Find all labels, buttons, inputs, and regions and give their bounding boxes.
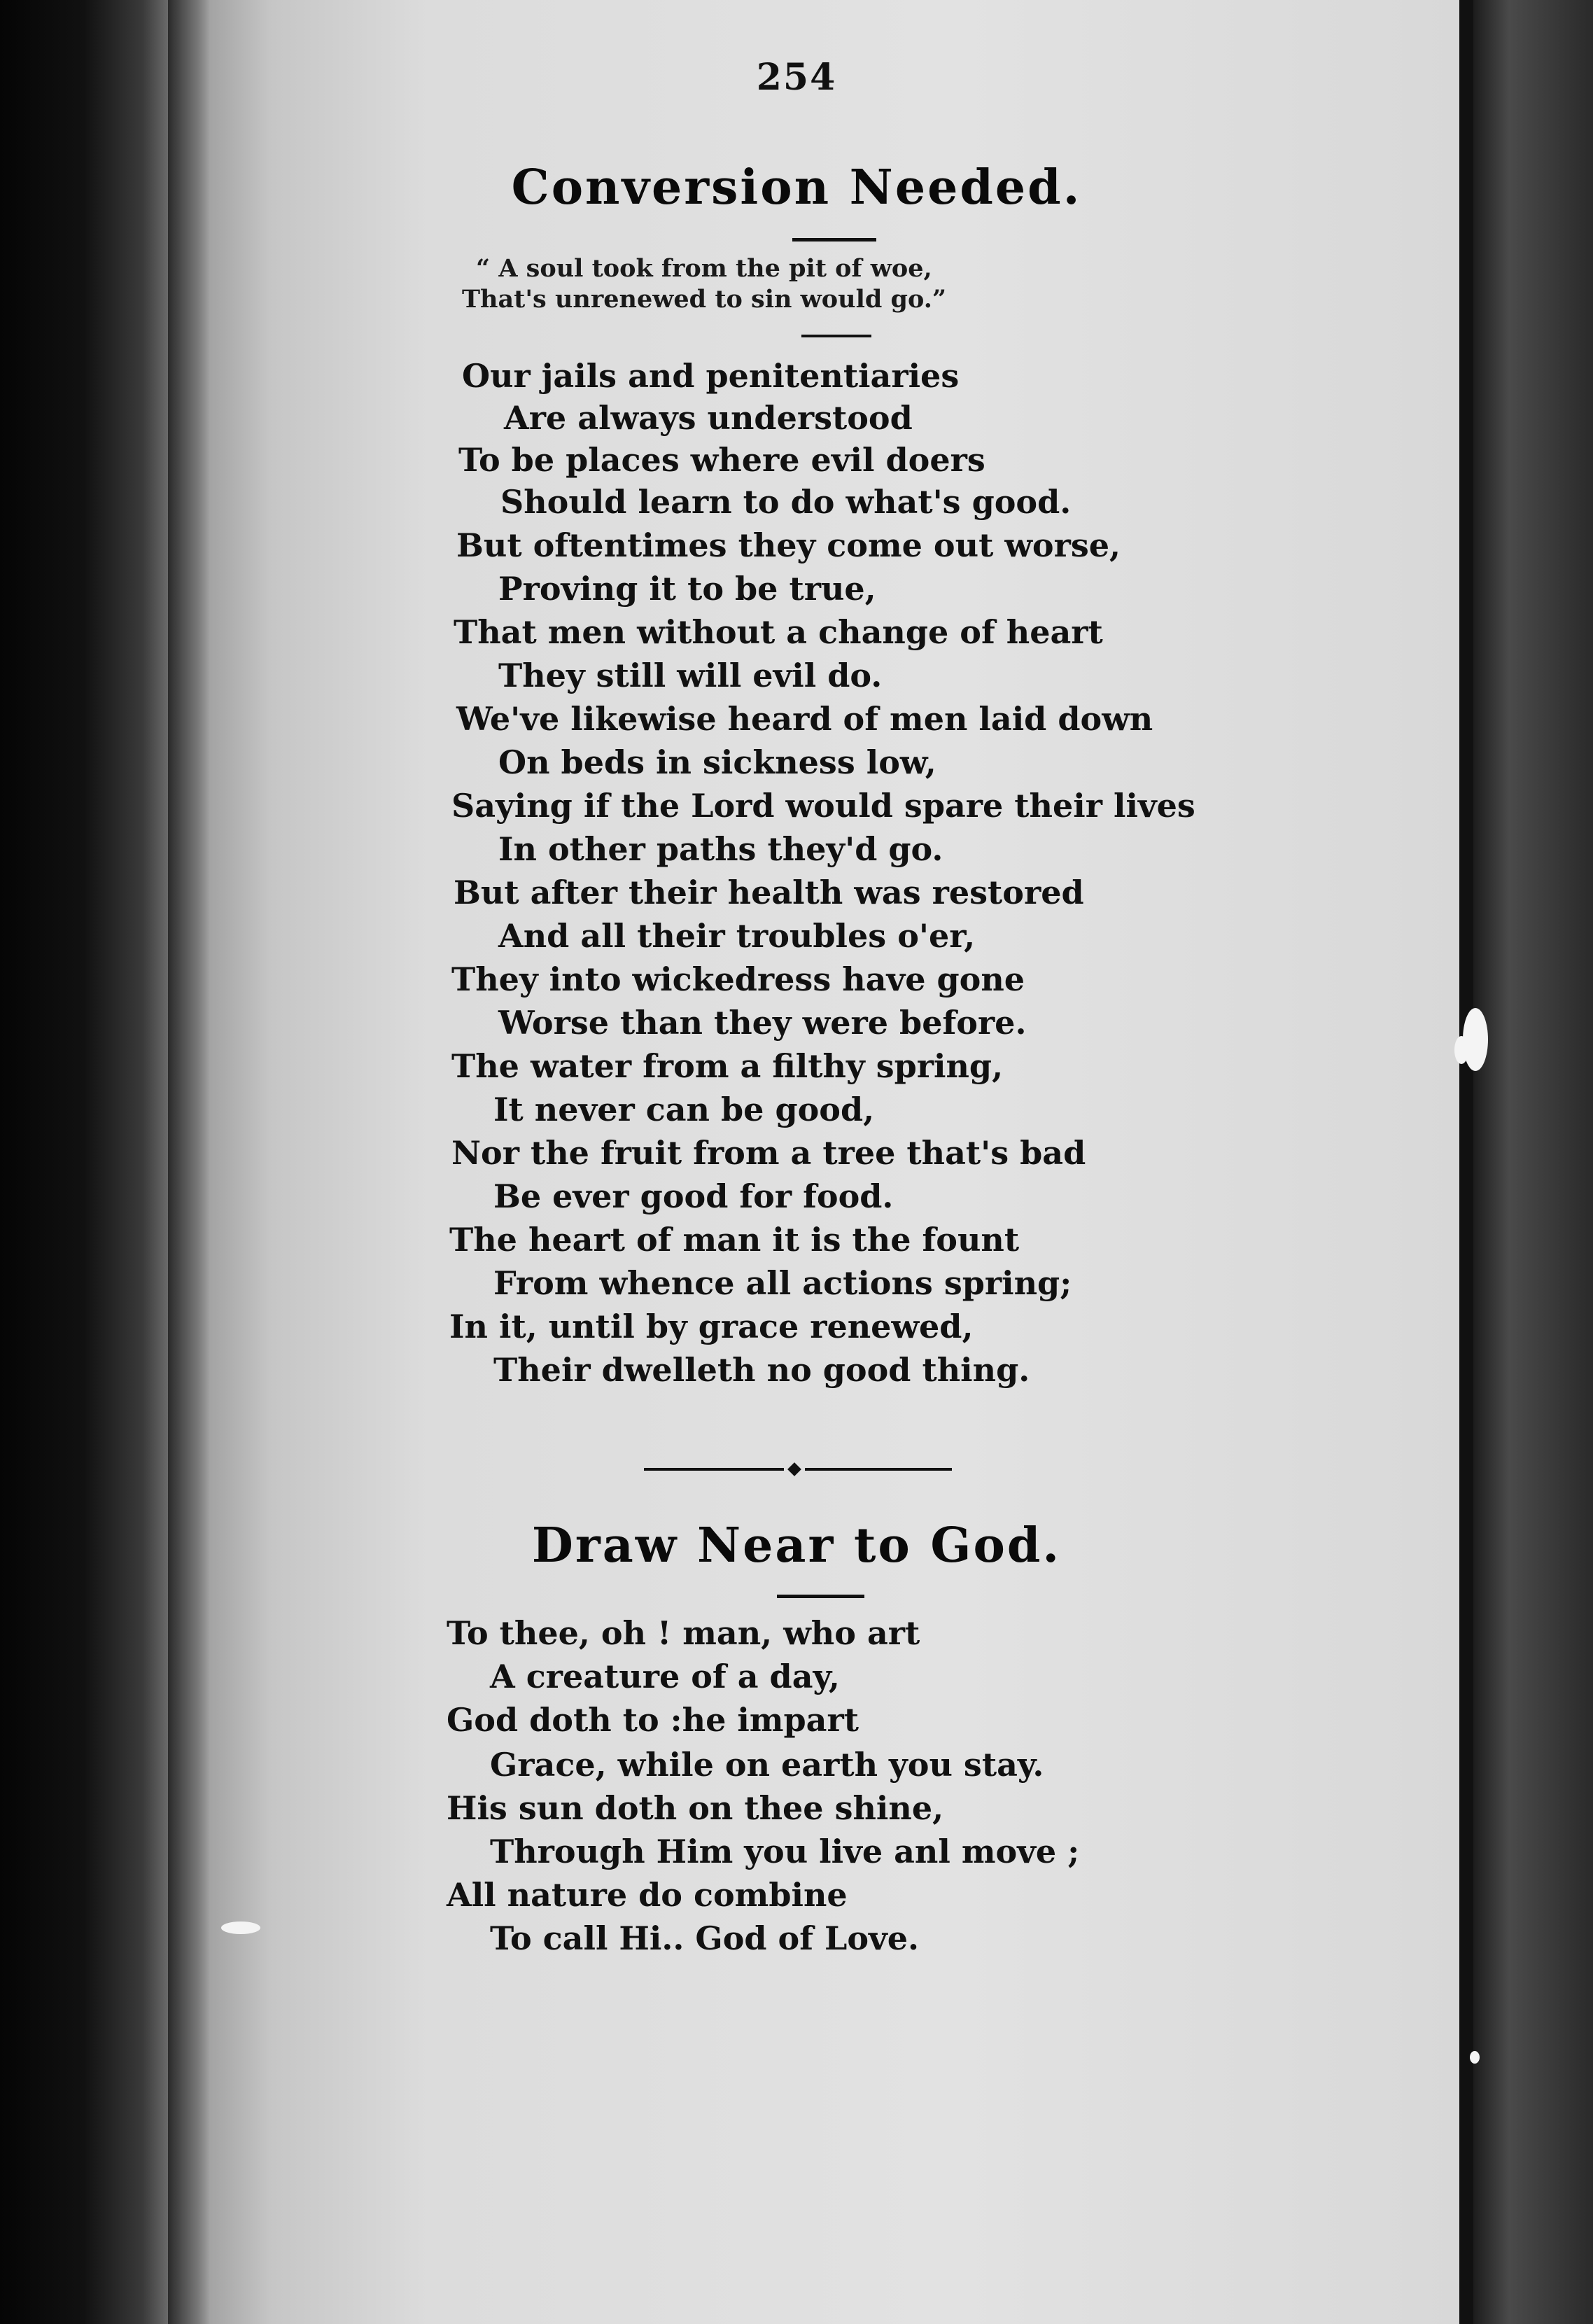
ornamental-divider <box>644 1464 952 1474</box>
poem-line: Grace, while on earth you stay. <box>490 1746 1044 1784</box>
page-number: 254 <box>756 56 837 99</box>
poem-line: That men without a change of heart <box>454 613 1103 651</box>
poem-line: They still will evil do. <box>498 657 883 694</box>
poem1-title: Conversion Needed. <box>511 160 1082 216</box>
poem-line: Worse than they were before. <box>498 1004 1027 1042</box>
poem-line: Our jails and penitentiaries <box>462 357 960 395</box>
poem1-epigraph <box>462 253 1092 315</box>
binding-gutter <box>168 0 210 2324</box>
poem-line: To call Hi.. God of Love. <box>490 1919 920 1957</box>
poem-line: To thee, oh ! man, who art <box>447 1614 920 1652</box>
poem-line: Saying if the Lord would spare their lives <box>451 787 1195 825</box>
poem-line: In it, until by grace renewed, <box>449 1308 974 1345</box>
epigraph-line: That's unrenewed to sin would go.” <box>462 285 947 314</box>
poem-line: Their dwelleth no good thing. <box>493 1351 1030 1389</box>
epigraph-underline <box>801 335 871 337</box>
poem-line: Should learn to do what's good. <box>500 483 1072 521</box>
paper-speck <box>1454 1036 1468 1064</box>
poem-line: On beds in sickness low, <box>498 743 936 781</box>
poem-line: They into wickedress have gone <box>451 960 1025 998</box>
poem-line: We've likewise heard of men laid down <box>456 700 1153 738</box>
poem-line: All nature do combine <box>447 1876 848 1914</box>
poem-line: Are always understood <box>504 399 913 437</box>
scanner-border-right <box>1473 0 1593 2324</box>
paper-speck <box>1470 2051 1480 2064</box>
poem-line: Proving it to be true, <box>498 570 876 608</box>
scanner-border-left <box>0 0 168 2324</box>
poem-line: It never can be good, <box>493 1091 875 1128</box>
title-underline <box>792 238 876 241</box>
poem-line: From whence all actions spring; <box>493 1264 1072 1302</box>
paper-speck <box>221 1921 260 1934</box>
poem-line: But oftentimes they come out worse, <box>456 526 1121 564</box>
poem-line: But after their health was restored <box>454 874 1084 911</box>
poem-line: In other paths they'd go. <box>498 830 943 868</box>
paper-speck <box>1463 1008 1488 1071</box>
bleed-through-texture <box>1092 105 1456 1995</box>
ornament-bar-right <box>805 1468 952 1471</box>
poem2-title: Draw Near to God. <box>531 1518 1062 1574</box>
ornament-diamond <box>787 1462 801 1476</box>
poem-line: To be places where evil doers <box>458 441 985 479</box>
poem-line: Through Him you live anl move ; <box>490 1833 1080 1870</box>
poem-line: The water from a filthy spring, <box>451 1047 1004 1085</box>
poem-line: Be ever good for food. <box>493 1177 894 1215</box>
poem-line: Nor the fruit from a tree that's bad <box>451 1134 1086 1172</box>
epigraph-line: “ A soul took from the pit of woe, <box>476 254 932 283</box>
ornament-bar-left <box>644 1468 784 1471</box>
poem-line: His sun doth on thee shine, <box>447 1789 944 1827</box>
torn-page-edge <box>1459 0 1473 2324</box>
poem-line: A creature of a day, <box>490 1658 840 1695</box>
title-underline <box>777 1595 864 1598</box>
poem-line: God doth to :he impart <box>447 1701 859 1739</box>
poem-line: And all their troubles o'er, <box>498 917 976 955</box>
poem-line: The heart of man it is the fount <box>449 1221 1020 1259</box>
